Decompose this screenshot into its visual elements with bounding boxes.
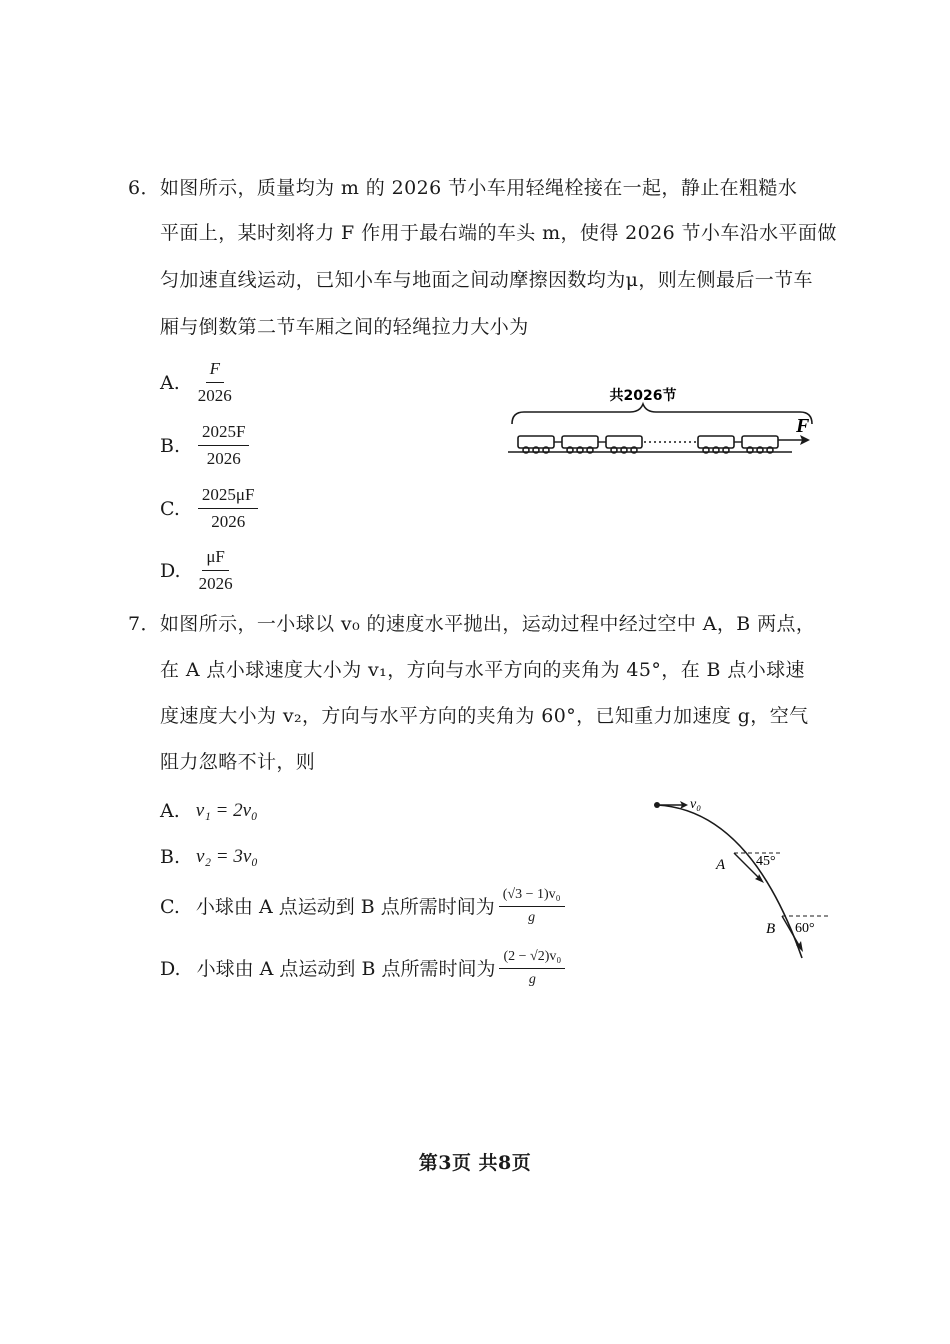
point-b-label: B xyxy=(766,921,776,937)
brace xyxy=(512,404,812,424)
brace-label: 共2026节 xyxy=(609,388,677,404)
q7-option-b[interactable]: B. v₂ = 3v₀ xyxy=(160,846,258,868)
cart-5 xyxy=(742,436,778,453)
q7-option-d-fraction: $\frac{\text{(2 − √2)v₀}}{g}$ xyxy=(499,948,565,989)
page-footer: 第3页 共8页 xyxy=(418,1152,532,1174)
q6-option-b[interactable]: B. $\frac{2025F}{2026}$ xyxy=(160,421,249,470)
q6-option-b-fraction: $\frac{2025F}{2026}$ xyxy=(198,421,249,470)
q7-option-c-fraction: $\frac{\text{(√3 − 1)v₀}}{g}$ xyxy=(499,886,565,927)
q6-option-d-fraction: $\frac{\mu F}{2026}$ xyxy=(198,547,233,593)
v0-label: v₀ xyxy=(690,797,702,812)
angle-b-label: 60° xyxy=(795,921,815,936)
q7-option-d[interactable]: D. 小球由 A 点运动到 B 点所需时间为 $\frac{\text{(2 − √2)v₀}}{g}$ xyxy=(160,948,565,989)
q6-option-a-fraction: $\frac{F}{2026}$ xyxy=(197,359,232,405)
q7-trajectory-figure xyxy=(640,790,840,980)
q6-line-1: 6．如图所示，质量均为 m 的 2026 节小车用轻绳栓接在一起，静止在粗糙水 xyxy=(128,177,798,199)
q6-line-2: 平面上，某时刻将力 F 作用于最右端的车头 m，使得 2026 节小车沿水平面做 xyxy=(160,222,837,244)
trajectory-curve xyxy=(657,805,802,958)
q6-line-4: 厢与倒数第二节车厢之间的轻绳拉力大小为 xyxy=(160,316,529,338)
q6-number: 6． xyxy=(128,177,160,199)
q7-line-4: 阻力忽略不计，则 xyxy=(160,751,316,773)
force-label: F xyxy=(796,415,810,437)
angle-a-label: 45° xyxy=(756,854,776,869)
q7-line-1: 7．如图所示，一小球以 v₀ 的速度水平抛出，运动过程中经过空中 A，B 两点， xyxy=(128,613,816,635)
cart-1 xyxy=(518,436,554,453)
q6-line-3: 匀加速直线运动，已知小车与地面之间动摩擦因数均为μ，则左侧最后一节车 xyxy=(160,269,813,291)
q7-line-3: 度速度大小为 v₂，方向与水平方向的夹角为 60°，已知重力加速度 g，空气 xyxy=(160,705,809,727)
q6-train-figure xyxy=(500,380,830,470)
q7-option-a[interactable]: A. v₁ = 2v₀ xyxy=(160,800,258,822)
q6-option-a[interactable]: A. $\frac{F}{2026}$ xyxy=(160,359,232,405)
cart-3 xyxy=(606,436,642,453)
q7-option-c[interactable]: C. 小球由 A 点运动到 B 点所需时间为 $\frac{\text{(√3 − 1)v₀}}{g}$ xyxy=(160,886,565,927)
q6-option-c-fraction: $\frac{2025\mu F}{2026}$ xyxy=(198,484,259,533)
point-a-label: A xyxy=(716,857,726,873)
cart-4 xyxy=(698,436,734,453)
q7-number: 7． xyxy=(128,613,160,635)
q6-option-c[interactable]: C. $\frac{2025\mu F}{2026}$ xyxy=(160,484,258,533)
q6-option-d[interactable]: D. $\frac{\mu F}{2026}$ xyxy=(160,547,233,593)
q7-line-2: 在 A 点小球速度大小为 v₁，方向与水平方向的夹角为 45°，在 B 点小球速 xyxy=(160,659,805,681)
cart-2 xyxy=(562,436,598,453)
